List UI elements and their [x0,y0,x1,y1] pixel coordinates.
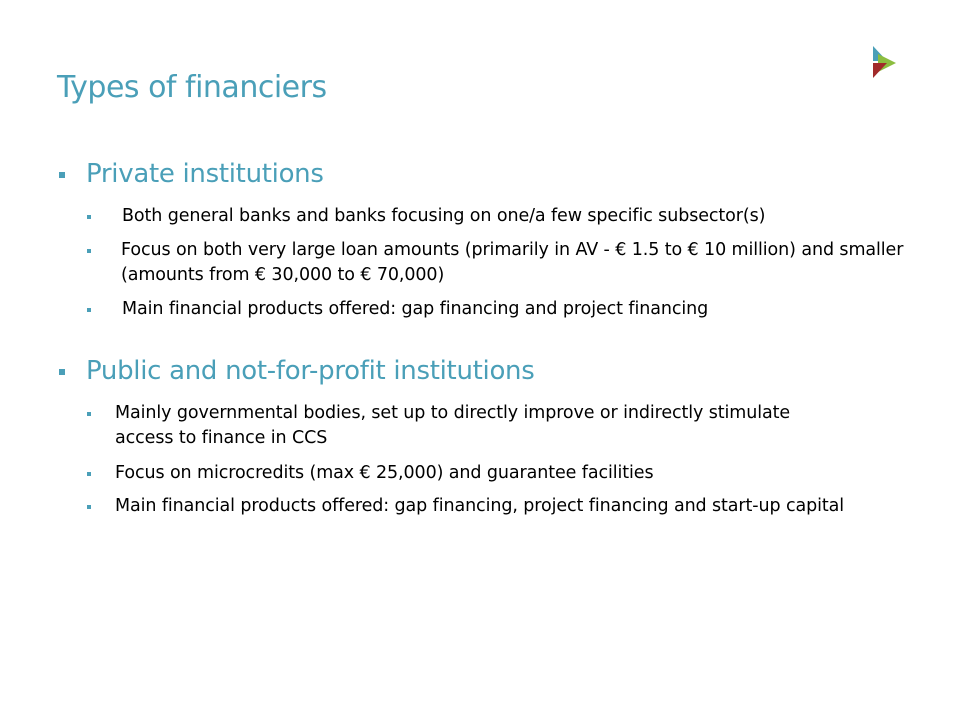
slide-title: Types of financiers [57,70,327,105]
list-bullet-icon [87,249,91,253]
list-bullet-icon [87,308,91,312]
list-bullet-icon [87,505,91,509]
list-item: Focus on microcredits (max € 25,000) and guarantee facilities [115,463,654,483]
section-bullet-icon [59,369,65,375]
list-item: Mainly governmental bodies, set up to directly improve or indirectly stimulate access to finance in CCS [115,403,791,448]
list-item: Focus on both very large loan amounts (primarily in AV - € 1.5 to € 10 million) and smaller (amounts from € 30,000 to € 70,000) [121,240,904,285]
section-heading: Private institutions [86,159,324,189]
list-item: Main financial products offered: gap financing and project financing [122,299,709,319]
list-bullet-icon [87,412,91,416]
list-item: Both general banks and banks focusing on one/a few specific subsector(s) [122,206,766,226]
section-heading: Public and not-for-profit institutions [86,356,535,386]
play-triangle-logo-icon [866,44,898,80]
section-bullet-icon [59,172,65,178]
list-bullet-icon [87,215,91,219]
list-bullet-icon [87,472,91,476]
list-item: Main financial products offered: gap financing, project financing and start-up capital [115,496,845,516]
